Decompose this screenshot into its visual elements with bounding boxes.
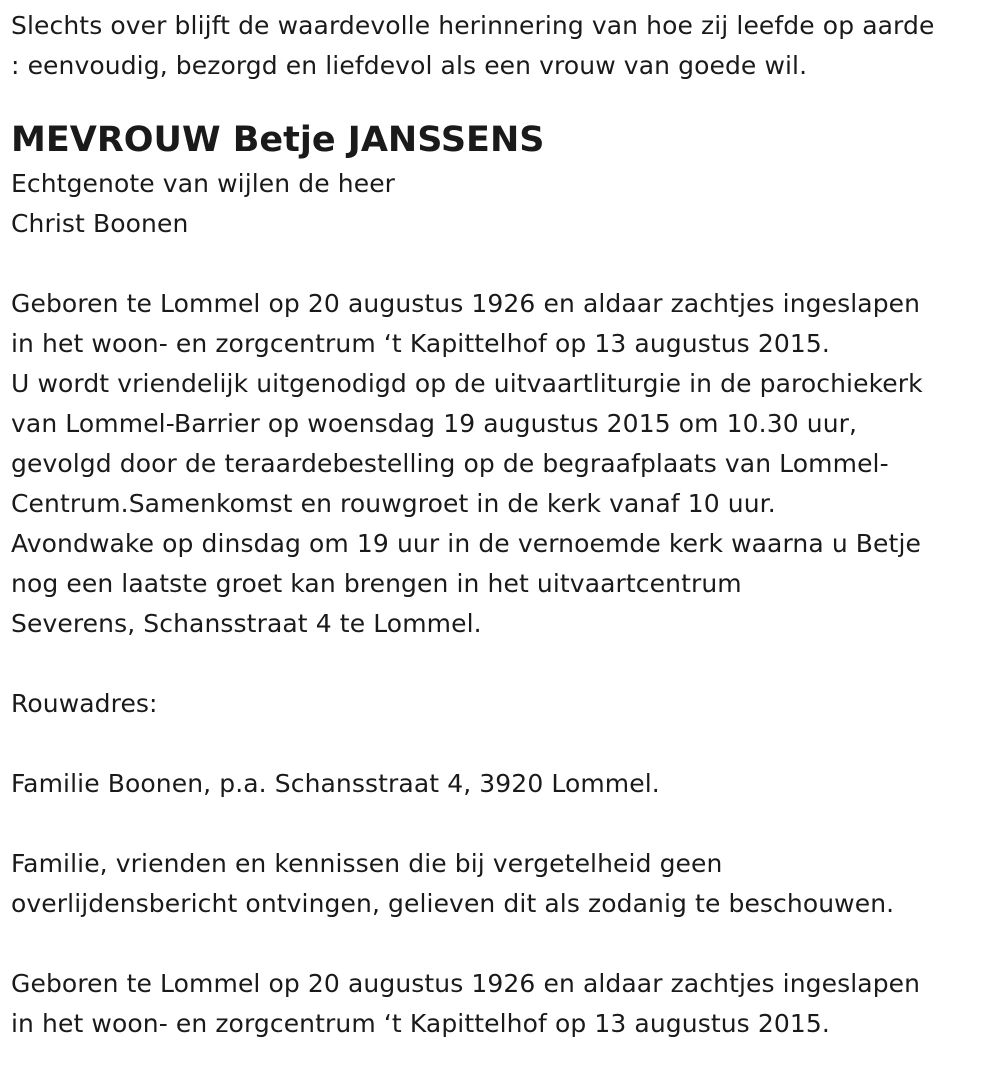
spacer	[11, 244, 996, 284]
repeat-line-1: Geboren te Lommel op 20 augustus 1926 en aldaar zachtjes ingeslapen	[11, 969, 921, 998]
notice-line-1: Familie, vrienden en kennissen die bij vergetelheid geen	[11, 849, 723, 878]
body-line-7: Avondwake op dinsdag om 19 uur in de vernoemde kerk waarna u Betje	[11, 529, 921, 558]
body-line-6: Centrum.Samenkomst en rouwgroet in de kerk vanaf 10 uur.	[11, 489, 776, 518]
spacer	[11, 724, 996, 764]
spacer	[11, 644, 996, 684]
spouse-line-1: Echtgenote van wijlen de heer	[11, 169, 396, 198]
address-label: Rouwadres:	[11, 689, 158, 718]
body-line-5: gevolgd door de teraardebestelling op de begraafplaats van Lommel-	[11, 449, 889, 478]
body-line-3: U wordt vriendelijk uitgenodigd op de uitvaartliturgie in de parochiekerk	[11, 369, 923, 398]
repeat-line-2: in het woon- en zorgcentrum ‘t Kapittelhof op 13 augustus 2015.	[11, 1009, 830, 1038]
obituary-document	[11, 6, 996, 1044]
intro-line-1: Slechts over blijft de waardevolle herinnering van hoe zij leefde op aarde	[11, 11, 935, 40]
spacer	[11, 924, 996, 964]
notice-line-2: overlijdensbericht ontvingen, gelieven dit als zodanig te beschouwen.	[11, 889, 895, 918]
body-line-1: Geboren te Lommel op 20 augustus 1926 en aldaar zachtjes ingeslapen	[11, 289, 921, 318]
body-line-2: in het woon- en zorgcentrum ‘t Kapittelhof op 13 augustus 2015.	[11, 329, 830, 358]
deceased-name: MEVROUW Betje JANSSENS	[11, 120, 545, 160]
spouse-line-2: Christ Boonen	[11, 209, 189, 238]
spacer	[11, 804, 996, 844]
address-value: Familie Boonen, p.a. Schansstraat 4, 3920 Lommel.	[11, 769, 660, 798]
body-line-4: van Lommel-Barrier op woensdag 19 augustus 2015 om 10.30 uur,	[11, 409, 858, 438]
intro-line-2: : eenvoudig, bezorgd en liefdevol als een vrouw van goede wil.	[11, 51, 808, 80]
body-line-9: Severens, Schansstraat 4 te Lommel.	[11, 609, 482, 638]
body-line-8: nog een laatste groet kan brengen in het uitvaartcentrum	[11, 569, 742, 598]
